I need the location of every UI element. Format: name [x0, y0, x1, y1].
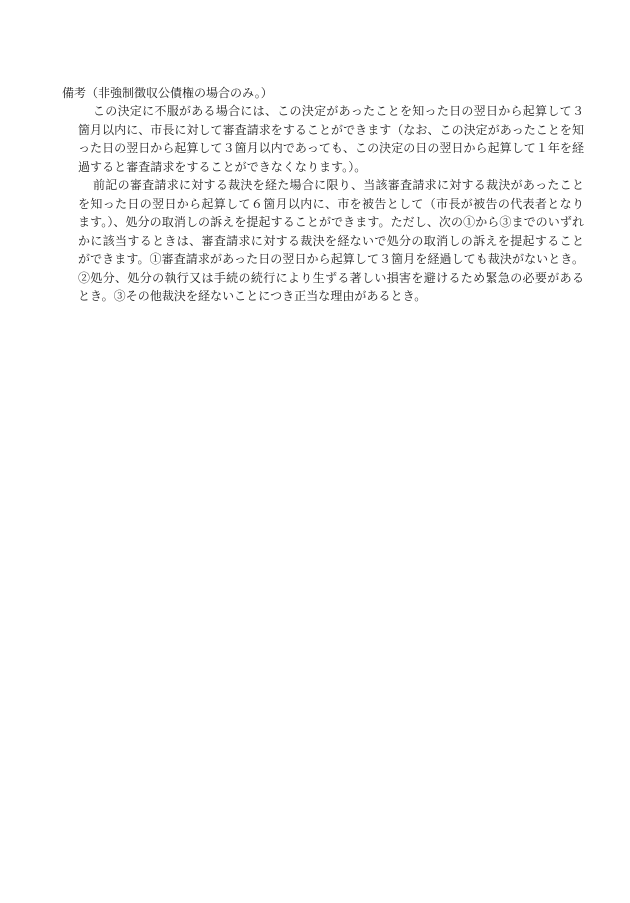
remarks-paragraph-appeal: この決定に不服がある場合には、この決定があったことを知った日の翌日から起算して３箇月以内に、市長に対して審査請求をすることができます（なお、この決定があったことを知った日の翌日から起算して３箇月以内であっても、この決定の日の翌日から起算して１年を経過すると審査請求をすることができなくなります。）。 — [78, 104, 584, 174]
remarks-paragraph-lawsuit: 前記の審査請求に対する裁決を経た場合に限り、当該審査請求に対する裁決があったことを知った日の翌日から起算して６箇月以内に、市を被告として（市長が被告の代表者となります。）、処分の取消しの訴えを提起することができます。ただし、次の①から③までのいずれかに該当するときは、審査請求に対する裁決を経ないで処分の取消しの訴えを提起することができます。①審査請求があった日の翌日から起算して３箇月を経過しても裁決がないとき。②処分、処分の執行又は手続の続行により生ずる著しい損害を避けるため緊急の必要があるとき。③その他裁決を経ないことにつき正当な理由があるとき。 — [78, 178, 584, 303]
remarks-section — [60, 84, 584, 306]
remarks-heading: 備考（非強制徴収公債権の場合のみ。） — [62, 86, 273, 100]
